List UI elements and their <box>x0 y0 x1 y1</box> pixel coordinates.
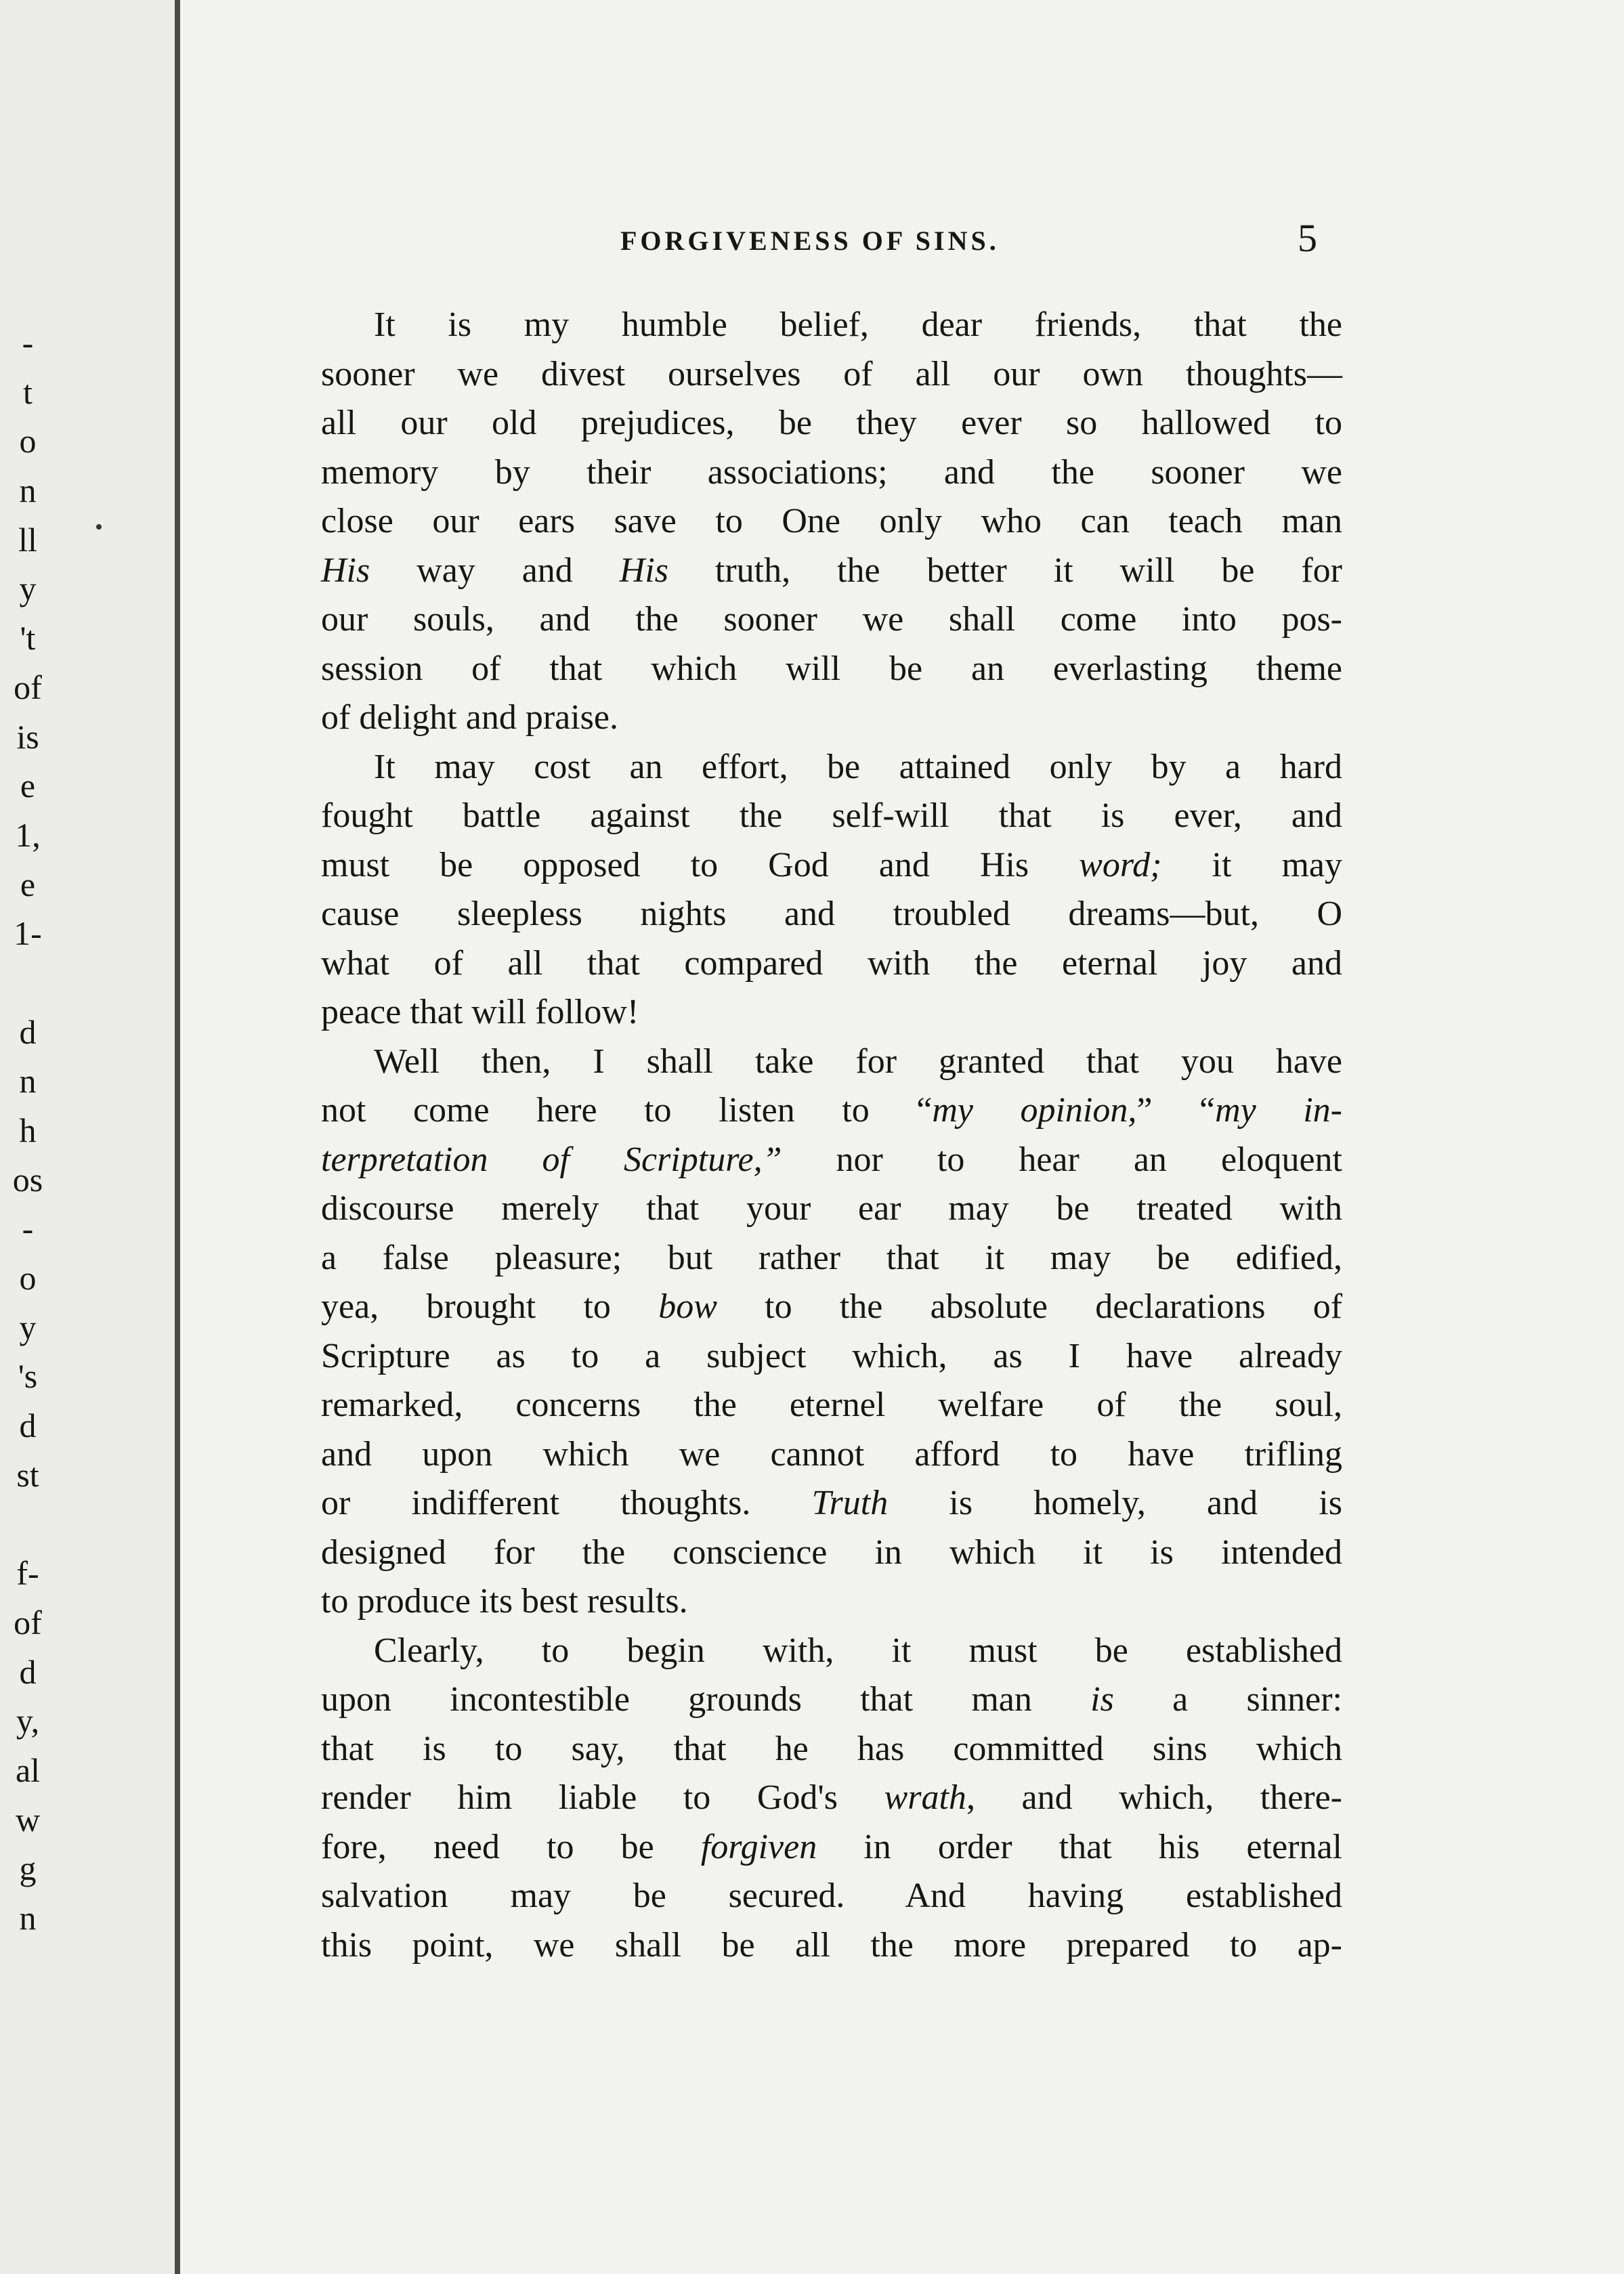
fragment: y, <box>16 1702 40 1740</box>
text-line: Scripture as to a subject which, as I have already <box>321 1336 1342 1375</box>
fragment: f- <box>16 1554 39 1593</box>
fragment: - <box>22 324 34 362</box>
text-line: and upon which we cannot afford to have trifling <box>321 1434 1342 1474</box>
facing-page-text-fragments <box>4 318 51 1943</box>
fragment: w <box>15 1800 41 1839</box>
text-line: It is my humble belief, dear friends, that the <box>374 305 1342 344</box>
text-line: what of all that compared with the eternal joy and <box>321 943 1342 983</box>
emphasis-wrath: wrath <box>884 1778 966 1817</box>
fragment: h <box>19 1111 37 1149</box>
emphasis-my-opinion: my opinion, <box>932 1091 1137 1130</box>
fragment: n <box>19 1899 37 1937</box>
text-line: cause sleepless nights and troubled dreams—but, O <box>321 895 1342 933</box>
fragment: st <box>16 1455 39 1494</box>
text-line: all our old prejudices, be they ever so hallowed to <box>321 404 1342 442</box>
fragment: is <box>16 717 39 756</box>
emphasis-forgiven: forgiven <box>700 1827 817 1866</box>
facing-page-edge <box>0 0 175 2274</box>
emphasis-is: is <box>1090 1680 1114 1719</box>
emphasis-truth: Truth <box>811 1484 889 1522</box>
fragment: 's <box>18 1357 38 1396</box>
emphasis-my-in: my in- <box>1215 1091 1342 1130</box>
fragment: o <box>19 422 37 460</box>
fragment: y <box>19 1308 37 1346</box>
fragment: n <box>19 471 37 510</box>
fragment: o <box>19 1259 37 1297</box>
text-line: designed for the conscience in which it is intended <box>321 1532 1342 1572</box>
text-line: His way and His truth, the better it will be for <box>321 551 1342 590</box>
text-line: sooner we divest ourselves of all our own thoughts— <box>321 354 1342 393</box>
emphasis-bow: bow <box>658 1287 717 1326</box>
fragment: d <box>19 1652 37 1691</box>
fragment: 1, <box>15 815 41 854</box>
fragment: t <box>23 372 33 411</box>
text-line: not come here to listen to “my opinion,” “my in- <box>321 1091 1342 1130</box>
text-line: peace that will follow! <box>321 993 639 1031</box>
ink-speck <box>96 524 102 530</box>
text-line: render him liable to God's wrath, and which, there- <box>321 1778 1342 1817</box>
text-line: our souls, and the sooner we shall come into pos- <box>321 600 1342 639</box>
text-line: It may cost an effort, be attained only by a hard <box>374 747 1342 786</box>
text-line: Well then, I shall take for granted that you have <box>374 1042 1342 1081</box>
fragment: os <box>12 1160 43 1199</box>
fragment: y <box>19 570 37 608</box>
fragment <box>4 958 51 1008</box>
text-line: that is to say, that he has committed sins which <box>321 1729 1342 1768</box>
fragment: n <box>19 1062 37 1100</box>
text-line: a false pleasure; but rather that it may be edified, <box>321 1238 1342 1277</box>
text-line: terpretation of Scripture,” nor to hear an eloquent <box>321 1140 1343 1179</box>
text-line: salvation may be secured. And having established <box>321 1876 1342 1915</box>
fragment: e <box>20 767 36 805</box>
text-line: Clearly, to begin with, it must be established <box>374 1631 1342 1670</box>
fragment: al <box>15 1751 41 1789</box>
text-line: must be opposed to God and His word; it may <box>321 845 1342 884</box>
fragment: of <box>14 1603 42 1642</box>
fragment: 't <box>20 619 36 658</box>
text-line: fore, need to be forgiven in order that his eternal <box>321 1827 1342 1866</box>
text-line: close our ears save to One only who can teach man <box>321 502 1342 540</box>
fragment: ll <box>18 520 37 559</box>
text-line: remarked, concerns the eternel welfare of the soul, <box>321 1386 1342 1424</box>
emphasis-interpretation: terpretation of Scripture,” <box>321 1140 782 1179</box>
text-line: session of that which will be an everlasting theme <box>321 649 1342 688</box>
text-line: upon incontestible grounds that man is a sinner: <box>321 1680 1342 1719</box>
text-line: or indifferent thoughts. Truth is homely, and is <box>321 1484 1342 1522</box>
fragment: d <box>19 1407 37 1445</box>
running-head: FORGIVENESS OF SINS. <box>620 226 1000 256</box>
page-number: 5 <box>1298 216 1317 260</box>
text-line: discourse merely that your ear may be treated with <box>321 1189 1342 1228</box>
text-line: of delight and praise. <box>321 698 618 737</box>
emphasis-word: word; <box>1079 845 1162 884</box>
page-gutter-line <box>175 0 180 2274</box>
fragment <box>4 1500 51 1549</box>
emphasis-his: His <box>619 551 668 590</box>
emphasis-his: His <box>321 551 370 590</box>
body-text <box>321 301 1342 1970</box>
text-line: memory by their associations; and the sooner we <box>321 452 1342 492</box>
text-line: fought battle against the self-will that is ever, and <box>321 796 1342 835</box>
text-line: this point, we shall be all the more prepared to ap- <box>321 1925 1342 1965</box>
fragment: of <box>14 668 42 706</box>
text-line: to produce its best results. <box>321 1582 688 1621</box>
text-line: yea, brought to bow to the absolute declarations of <box>321 1287 1343 1326</box>
fragment: 1- <box>14 914 42 953</box>
fragment: e <box>20 865 36 903</box>
fragment: - <box>22 1209 34 1248</box>
fragment: d <box>19 1012 37 1051</box>
fragment: g <box>19 1849 37 1888</box>
